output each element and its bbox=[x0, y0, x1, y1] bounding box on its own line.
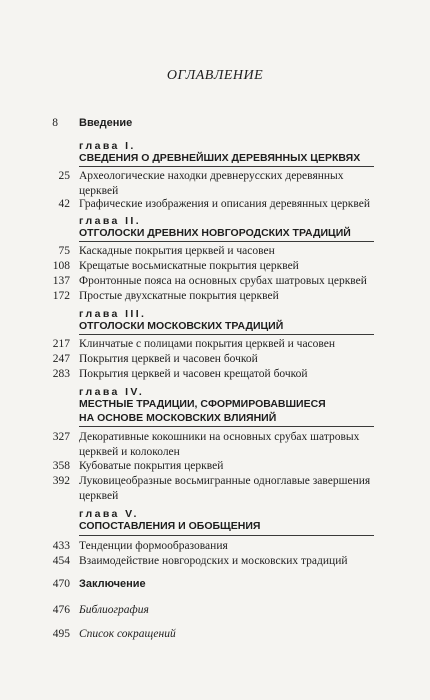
page-number: 454 bbox=[52, 555, 70, 567]
entry-label: Библиография bbox=[79, 604, 149, 616]
chapter-5-rule bbox=[79, 535, 374, 536]
page-number: 8 bbox=[52, 117, 58, 129]
chapter-3-label: глава III. bbox=[79, 308, 147, 320]
entry-text: Луковицеобразные восьмигранные одноглавые завершения церквей bbox=[79, 475, 371, 502]
page-number: 172 bbox=[52, 290, 70, 302]
chapter-4-label: глава IV. bbox=[79, 386, 145, 398]
entry-text: Тенденции формообразования bbox=[79, 540, 228, 552]
entry-text: Декоративные кокошники на основных срубах шатровых церквей и колоколен bbox=[79, 431, 360, 458]
entry-text: Покрытия церквей и часовен бочкой bbox=[79, 353, 258, 365]
chapter-5-label: глава V. bbox=[79, 508, 139, 520]
page-number: 392 bbox=[52, 475, 70, 487]
entry-text: Покрытия церквей и часовен крещатой бочкой bbox=[79, 368, 308, 380]
entry-text: Графические изображения и описания деревянных церквей bbox=[79, 198, 371, 210]
page-number: 25 bbox=[58, 170, 70, 182]
entry-label: Введение bbox=[79, 117, 133, 129]
page-number: 283 bbox=[52, 368, 70, 380]
page-number: 433 bbox=[52, 540, 70, 552]
entry-text: Археологические находки древнерусских деревянных церквей bbox=[79, 170, 344, 197]
chapter-1-rule bbox=[79, 166, 374, 167]
entry-label: Список сокращений bbox=[79, 628, 176, 640]
entry-text: Крещатые восьмискатные покрытия церквей bbox=[79, 260, 299, 272]
chapter-4-rule bbox=[79, 426, 374, 427]
page-number: 476 bbox=[52, 604, 70, 616]
page-number: 327 bbox=[52, 431, 70, 443]
page-number: 137 bbox=[52, 275, 70, 287]
chapter-1-title: СВЕДЕНИЯ О ДРЕВНЕЙШИХ ДЕРЕВЯННЫХ ЦЕРКВЯХ bbox=[79, 152, 361, 164]
page-number: 217 bbox=[52, 338, 70, 350]
entry-text: Кубоватые покрытия церквей bbox=[79, 460, 224, 472]
page-number: 247 bbox=[52, 353, 70, 365]
entry-text: Простые двухскатные покрытия церквей bbox=[79, 290, 279, 302]
entry-text: Клинчатые с полицами покрытия церквей и часовен bbox=[79, 338, 336, 350]
chapter-3-rule bbox=[79, 334, 374, 335]
page-number: 495 bbox=[52, 628, 70, 640]
page-title: ОГЛАВЛЕНИЕ bbox=[166, 68, 264, 83]
page-number: 470 bbox=[52, 578, 70, 590]
page-number: 42 bbox=[58, 198, 70, 210]
page-number: 75 bbox=[58, 245, 70, 257]
chapter-2-title: ОТГОЛОСКИ ДРЕВНИХ НОВГОРОДСКИХ ТРАДИЦИЙ bbox=[79, 227, 351, 239]
entry-label: Заключение bbox=[79, 578, 146, 590]
chapter-4-title: МЕСТНЫЕ ТРАДИЦИИ, СФОРМИРОВАВШИЕСЯ НА ОСНОВЕ МОСКОВСКИХ ВЛИЯНИЙ bbox=[79, 398, 326, 424]
chapter-2-rule bbox=[79, 241, 374, 242]
chapter-2-label: глава II. bbox=[79, 215, 142, 227]
entry-text: Взаимодействие новгородских и московских традиций bbox=[79, 555, 348, 567]
chapter-3-title: ОТГОЛОСКИ МОСКОВСКИХ ТРАДИЦИЙ bbox=[79, 320, 284, 332]
page-number: 108 bbox=[52, 260, 70, 272]
entry-text: Каскадные покрытия церквей и часовен bbox=[79, 245, 275, 257]
chapter-5-title: СОПОСТАВЛЕНИЯ И ОБОБЩЕНИЯ bbox=[79, 520, 261, 532]
entry-text: Фронтонные пояса на основных срубах шатровых церквей bbox=[79, 275, 367, 287]
chapter-1-label: глава I. bbox=[79, 140, 136, 152]
page-number: 358 bbox=[52, 460, 70, 472]
